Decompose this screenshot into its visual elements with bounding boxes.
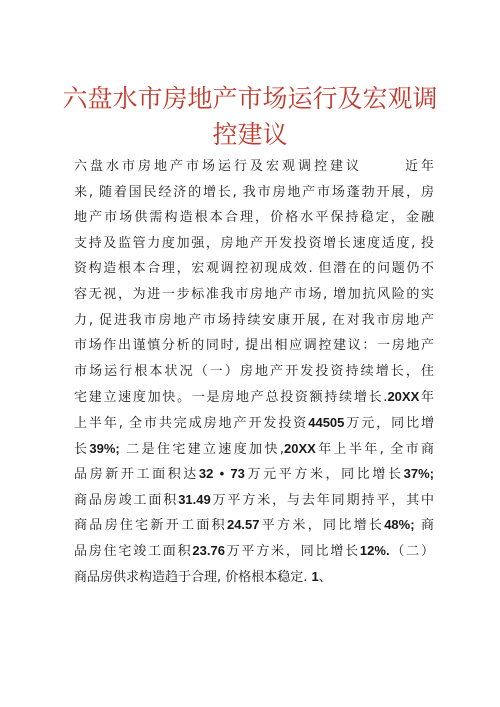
text-run: 近年: [401, 159, 434, 174]
bold-figure: 20XX: [387, 389, 420, 405]
document-body: [74, 154, 434, 589]
text-run: 长: [74, 441, 90, 457]
text-run: 万平方米，与去年同期持平，其中: [210, 492, 434, 508]
text-run: 品房住宅竣工面积: [74, 543, 193, 559]
body-line: [74, 180, 434, 206]
body-line: [74, 384, 434, 410]
body-line: [74, 256, 434, 282]
body-line: [74, 333, 434, 359]
text-run: 年: [419, 390, 434, 406]
body-line: [74, 487, 434, 513]
text-run: 容无视，为进一步标准我市房地产市场, 增加抗风险的实: [74, 286, 434, 302]
body-line: [74, 205, 434, 231]
body-line: [74, 231, 434, 257]
text-run: 万元平方米，同比增长: [244, 467, 404, 483]
text-run: 支持及监管力度加强，房地产开发投资增长速度适度, 投: [74, 235, 434, 251]
text-run: 市场运行根本状况（一）房地产开发投资持续增长，住: [74, 363, 434, 379]
text-run: 品房新开工面积达: [74, 467, 199, 483]
bold-figure: 12%.: [359, 542, 390, 558]
text-run: 、: [318, 569, 332, 585]
text-run: 商品房供求构造趋于合理, 价格根本稳定.: [74, 569, 312, 585]
text-run: 万元，同比增: [344, 415, 434, 431]
text-run: 平方米，同比增长: [259, 518, 385, 534]
document-title-line-1: 六盘水市房地产市场运行及宏观调: [62, 84, 438, 113]
body-line: [74, 154, 434, 180]
body-line: [74, 512, 434, 538]
body-line: [74, 538, 434, 564]
bold-figure: 23.76: [192, 542, 225, 558]
body-line: [74, 410, 434, 436]
text-run: （二）: [389, 543, 434, 559]
document-title-line-2: 控建议: [212, 120, 288, 149]
bold-figure: 20XX: [284, 440, 316, 456]
text-run: 商品房竣工面积: [74, 492, 179, 508]
text-run: 宅建立速度加快。一是房地产总投资额持续增长.: [74, 390, 388, 406]
text-run: 来, 随着国民经济的增长, 我市房地产市场蓬勃开展，房: [74, 184, 434, 200]
bold-figure: 44505: [308, 414, 345, 430]
text-run: 万平方米，同比增长: [224, 543, 360, 559]
bold-figure: 31.49: [178, 491, 211, 507]
body-line: [74, 436, 434, 462]
bold-figure: 48%;: [384, 517, 415, 533]
text-run: 市场作出谨慎分析的同时, 提出相应调控建议：一房地产: [74, 338, 434, 354]
body-line: [74, 359, 434, 385]
body-line: [74, 461, 434, 487]
body-line: [74, 564, 434, 590]
body-line: [74, 282, 434, 308]
text-run: 商: [414, 518, 434, 534]
bold-figure: 39%;: [89, 440, 120, 456]
text-run: 力, 促进我市房地产市场持续安康开展, 在对我市房地产: [74, 312, 434, 328]
text-run: 上半年, 全市共完成房地产开发投资: [74, 415, 309, 431]
text-run: 年上半年, 全市商: [315, 441, 435, 457]
text-run: 二是住宅建立速度加快,: [119, 441, 285, 457]
bold-figure: 37%;: [403, 466, 434, 482]
bold-figure: 1: [311, 568, 319, 584]
bold-figure: 24.57: [226, 517, 260, 533]
body-line: [74, 308, 434, 334]
text-run: 地产市场供需构造根本合理，价格水平保持稳定，金融: [74, 210, 434, 226]
text-run: 资构造根本合理，宏观调控初现成效. 但潜在的问题仍不: [74, 261, 434, 277]
bold-figure: 32 • 73: [198, 466, 245, 482]
text-run: 六盘水市房地产市场运行及宏观调控建议: [74, 159, 362, 174]
text-run: 商品房住宅新开工面积: [74, 518, 227, 534]
